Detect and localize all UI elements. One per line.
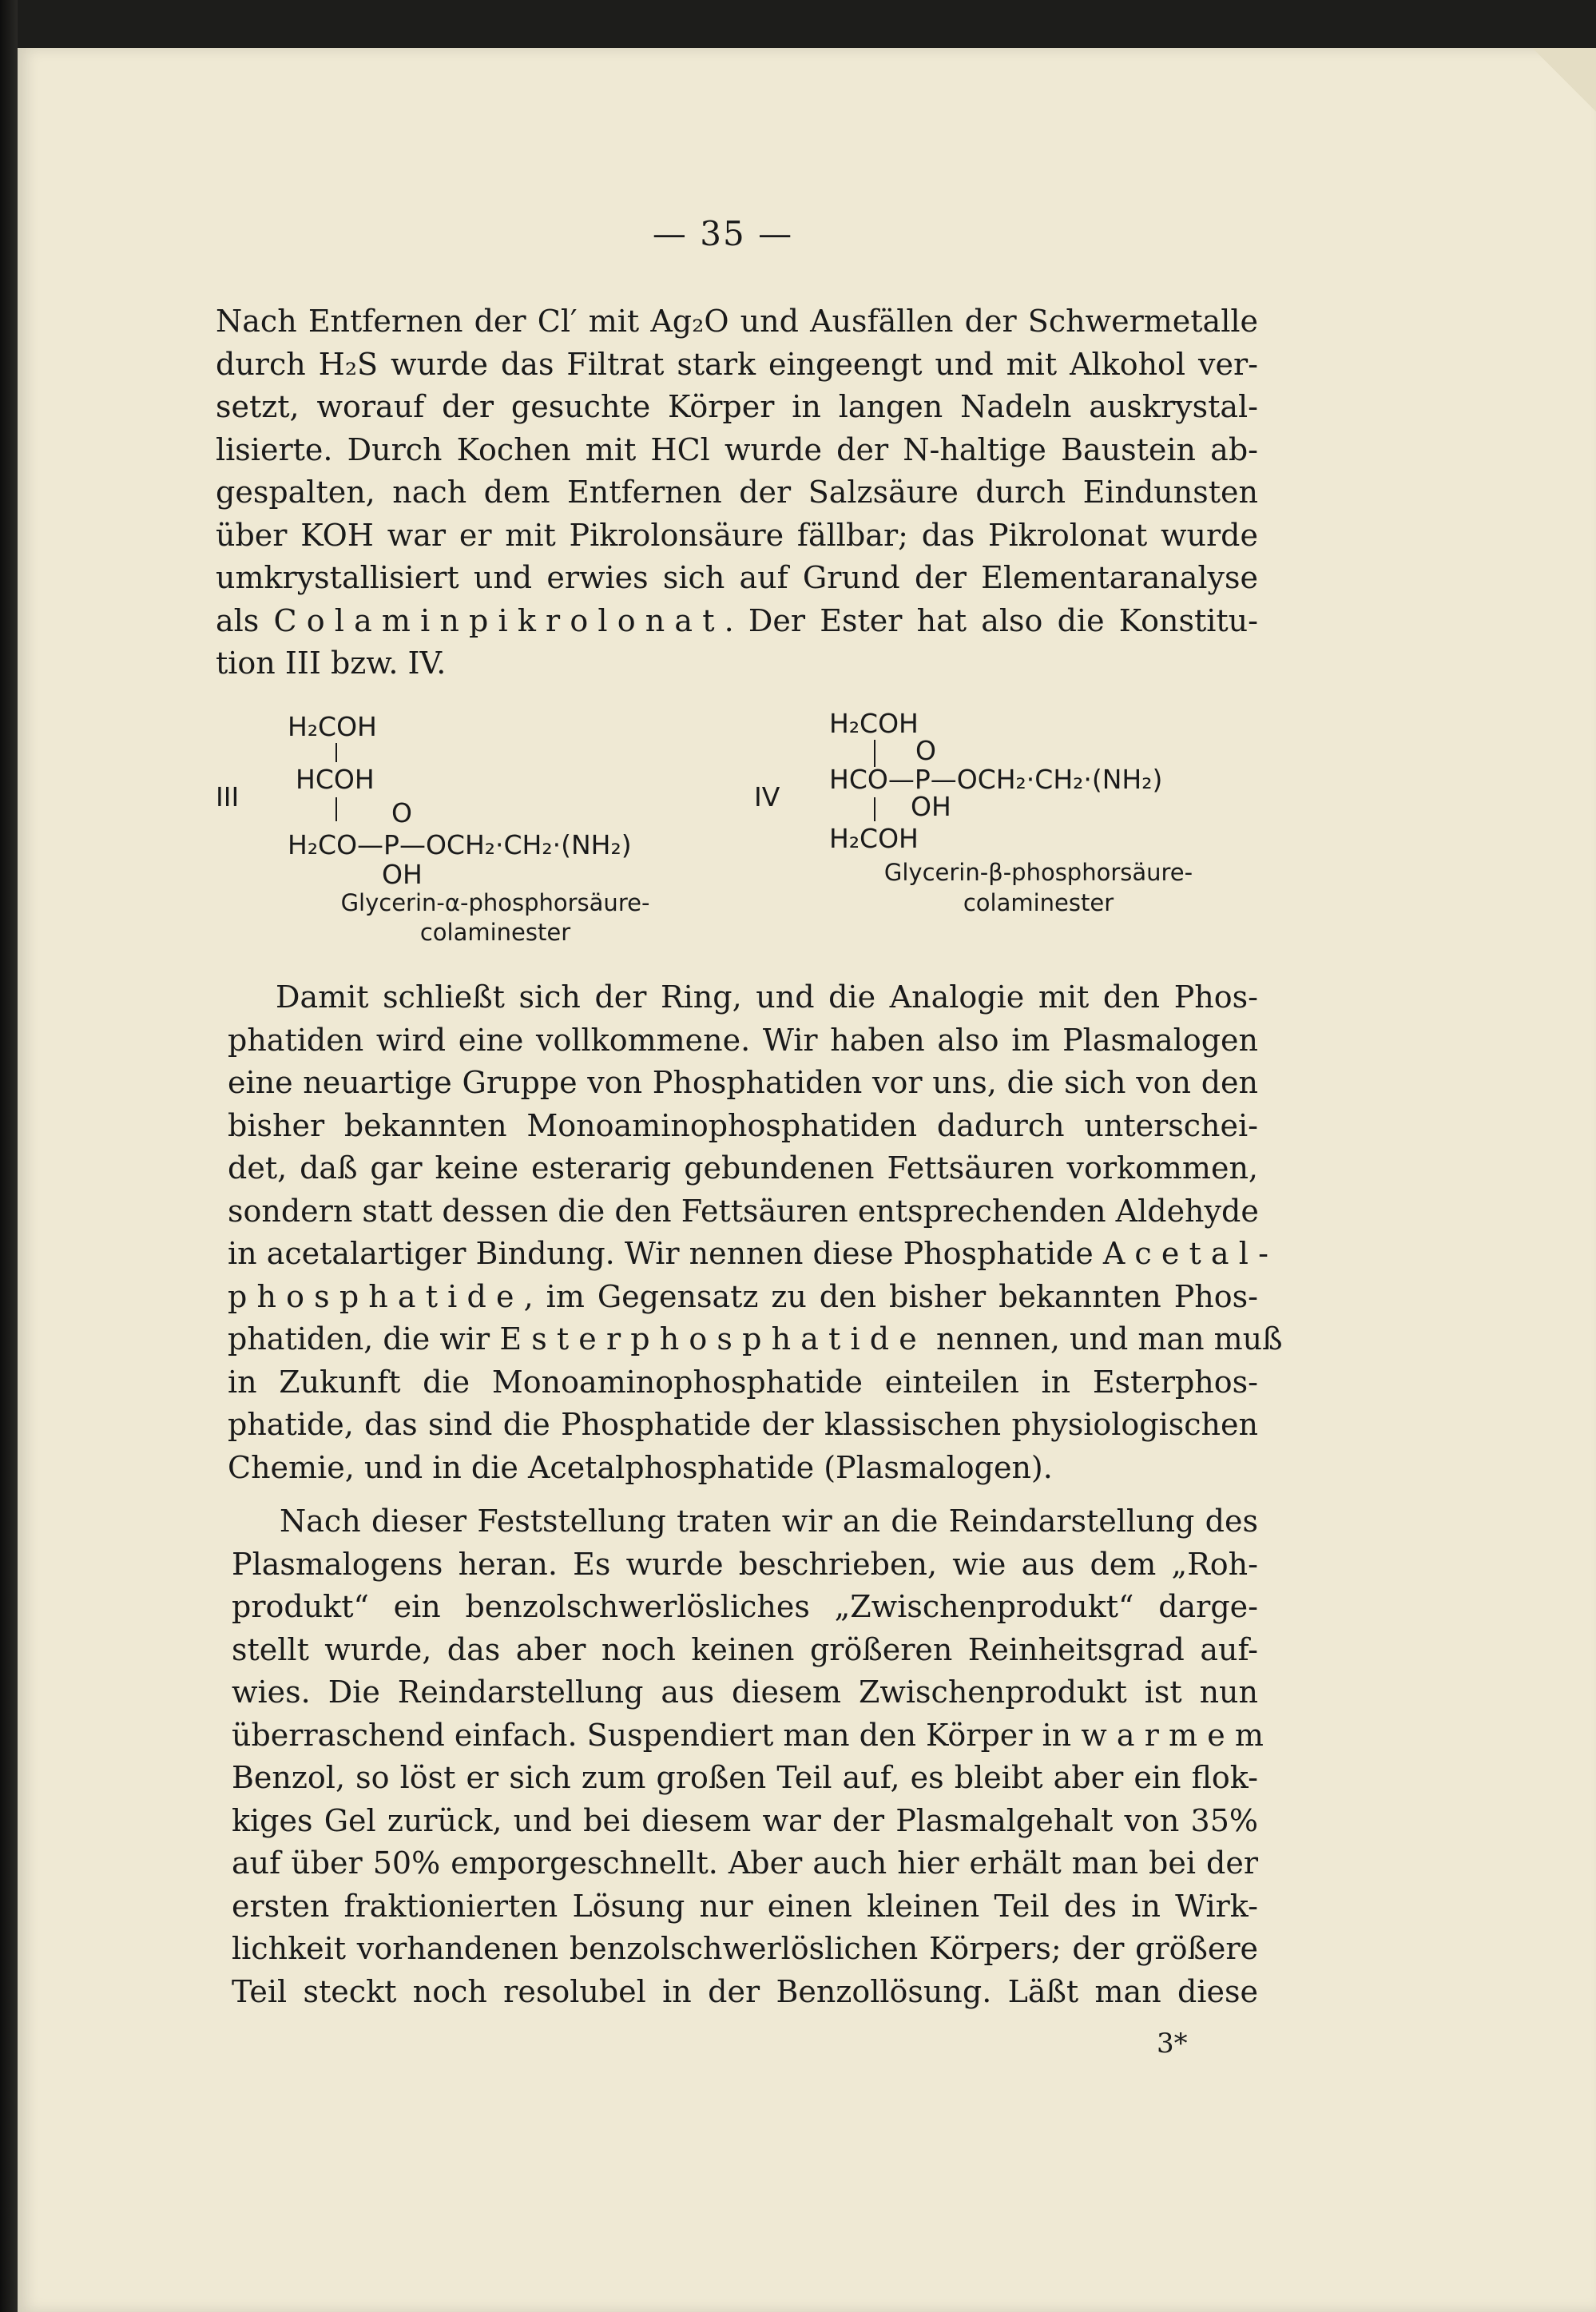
text-line: Plasmalogens heran. Es wurde beschrieben, wie aus dem „Roh-: [232, 1546, 1258, 1582]
paragraph-2: [228, 976, 1283, 1489]
text-line: lichkeit vorhandenen benzolschwerlöslichen Körpers; der größere: [232, 1931, 1258, 1966]
text-line: phatide, das sind die Phosphatide der klassischen physiologischen: [228, 1407, 1258, 1442]
text-line: [232, 1714, 1274, 1758]
emphasis-warmem: warmem: [1081, 1717, 1274, 1753]
formula-iii-row2: HCOH: [296, 764, 375, 795]
text-line: [228, 1233, 1279, 1276]
emphasis-phosphatide: phosphatide: [228, 1278, 524, 1314]
formula-iv-oh: OH: [911, 791, 951, 822]
emphasis-esterphosphatide: Esterphosphatide: [499, 1321, 927, 1357]
text-line: [228, 1318, 1283, 1361]
text-line: auf über 50% emporgeschnellt. Aber auch hier erhält man bei der: [232, 1845, 1258, 1881]
formula-iv-o: O: [915, 735, 936, 766]
text-line: setzt, worauf der gesuchte Körper in langen Nadeln auskrystal-: [216, 389, 1258, 424]
text-line: durch H₂S wurde das Filtrat stark eingeengt und mit Alkohol ver-: [216, 346, 1258, 382]
text-segment: nennen, und man muß: [936, 1321, 1283, 1357]
text-segment: phatiden, die wir: [228, 1321, 490, 1357]
formula-iv-caption-line1: Glycerin-β-phosphorsäure-: [883, 859, 1193, 886]
text-line: kiges Gel zurück, und bei diesem war der Plasmalgehalt von 35%: [232, 1802, 1258, 1838]
text-line: sondern statt dessen die den Fettsäuren entsprechenden Aldehyde: [228, 1193, 1259, 1229]
formula-iii-oh: OH: [382, 859, 423, 890]
text-line: gespalten, nach dem Entfernen der Salzsäure durch Eindunsten: [216, 475, 1258, 510]
text-line: det, daß gar keine esterarig gebundenen Fettsäuren vorkommen,: [228, 1150, 1258, 1186]
bond-line: [335, 743, 337, 762]
emphasis-acetal: Acetal-: [1102, 1236, 1279, 1271]
text-line: ersten fraktionierten Lösung nur einen kleinen Teil des in Wirk-: [232, 1888, 1258, 1924]
text-line: Chemie, und in die Acetalphosphatide (Plasmalogen).: [228, 1449, 1053, 1485]
book-spine-shadow: [0, 0, 18, 2312]
text-line: [216, 600, 1258, 643]
text-line: lisierte. Durch Kochen mit HCl wurde der N-haltige Baustein ab-: [216, 431, 1258, 467]
text-line: bisher bekannten Monoaminophosphatiden dadurch unterschei-: [228, 1107, 1258, 1143]
text-segment: in acetalartiger Bindung. Wir nennen diese Phosphatide: [228, 1236, 1094, 1271]
formula-iii-caption-line2: colaminester: [419, 919, 571, 946]
page-number: — 35 —: [652, 214, 794, 253]
text-line: phatiden wird eine vollkommene. Wir haben also im Plasmalogen: [228, 1022, 1258, 1058]
text-line: Nach dieser Feststellung traten wir an die Reindarstellung des: [280, 1504, 1258, 1539]
text-line: in Zukunft die Monoaminophosphatide einteilen in Esterphos-: [228, 1364, 1258, 1400]
bond-line: [874, 797, 875, 821]
page-corner-fold: [1500, 48, 1596, 112]
formula-iii-row4: H₂CO—P—OCH₂·CH₂·(NH₂): [288, 829, 632, 860]
text-line: umkrystallisiert und erwies sich auf Grund der Elementaranalyse: [216, 560, 1258, 595]
text-line: produkt“ ein benzolschwerlösliches „Zwischenprodukt“ darge-: [232, 1589, 1258, 1624]
bond-line: [874, 740, 875, 767]
text-line: Teil steckt noch resolubel in der Benzollösung. Läßt man diese: [232, 1973, 1258, 2009]
formula-iv-caption-line2: colaminester: [963, 889, 1114, 916]
text-segment: als: [216, 602, 260, 638]
formula-label-iv: IV: [754, 781, 780, 812]
emphasis-colaminpikrolonat: Colaminpikrolonat: [273, 602, 725, 638]
text-line: Nach Entfernen der Cl′ mit Ag₂O und Ausfällen der Schwermetalle: [216, 304, 1258, 339]
formula-iii-o: O: [391, 797, 412, 828]
formula-iii-caption-line1: Glycerin-α-phosphorsäure-: [340, 889, 650, 916]
text-segment: überraschend einfach. Suspendiert man den Körper in: [232, 1717, 1072, 1753]
text-line: wies. Die Reindarstellung aus diesem Zwischenprodukt ist nun: [232, 1674, 1258, 1710]
formula-label-iii: III: [216, 781, 240, 812]
formula-iv-row3: HCO—P—OCH₂·CH₂·(NH₂): [829, 764, 1163, 795]
paragraph-1: [216, 300, 1258, 685]
paragraph-3: [232, 1500, 1274, 2013]
text-segment: . Der Ester hat also die Konstitu-: [724, 602, 1258, 638]
text-line: Benzol, so löst er sich zum großen Teil auf, es bleibt aber ein flok-: [232, 1760, 1258, 1795]
text-segment: , im Gegensatz zu den bisher bekannten Phos-: [523, 1278, 1258, 1314]
text-line: stellt wurde, das aber noch keinen größeren Reinheitsgrad auf-: [232, 1631, 1258, 1667]
text-line: [228, 1276, 1258, 1319]
text-line: tion III bzw. IV.: [216, 646, 447, 681]
formula-iv-row1: H₂COH: [829, 708, 919, 739]
text-line: eine neuartige Gruppe von Phosphatiden vor uns, die sich von den: [228, 1065, 1258, 1100]
text-line: über KOH war er mit Pikrolonsäure fällbar; das Pikrolonat wurde: [216, 517, 1258, 553]
signature-mark: 3*: [1157, 2028, 1188, 2060]
text-line: Damit schließt sich der Ring, und die Analogie mit den Phos-: [276, 979, 1258, 1015]
bond-line: [335, 797, 337, 821]
formula-iv-row5: H₂COH: [829, 823, 919, 854]
formula-iii-row1: H₂COH: [288, 711, 377, 742]
